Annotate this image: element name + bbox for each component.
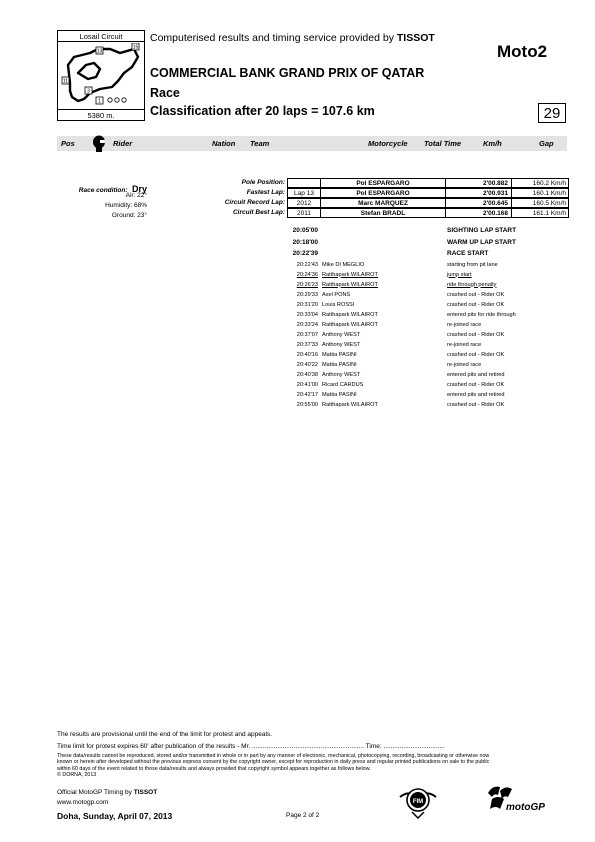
col-nation: Nation	[212, 139, 236, 148]
event-time: 20:26'23	[296, 281, 318, 288]
event-description: starting from pit lane	[447, 261, 498, 268]
event-description: entered pits and retired	[447, 371, 505, 378]
air-temp: Air: 22°	[125, 192, 147, 199]
event-time: 20:37'33	[296, 341, 318, 348]
col-pos: Pos	[61, 139, 75, 148]
event-rider: Anthony WEST	[322, 331, 361, 338]
event-time: 20:33'04	[296, 311, 318, 318]
circuit-map	[60, 43, 142, 107]
race-condition-label: Race condition:	[78, 187, 128, 194]
event-description: crashed out - Rider OK	[447, 351, 505, 358]
col-kmh: Km/h	[483, 139, 502, 148]
event-title: COMMERCIAL BANK GRAND PRIX OF QATAR	[150, 66, 425, 80]
col-total-time: Total Time	[424, 139, 462, 148]
event-time: 20:40'22	[296, 361, 318, 368]
page-indicator: Page 2 of 2	[286, 812, 320, 819]
event-rider: Louis ROSSI	[322, 301, 355, 308]
event-time: 20:41'00	[296, 381, 318, 388]
fim-logo-text: FIM	[412, 799, 424, 805]
event-time: 20:42'17	[296, 391, 318, 398]
event-rider: Ratthapark WILAIROT	[322, 401, 378, 408]
event-time: 20:31'20	[296, 301, 318, 308]
record-rider: Marc MARQUEZ	[320, 198, 446, 208]
event-description: SIGHTING LAP START	[447, 227, 517, 234]
time-limit-note: Time limit for protest expires 60' after publication of the results - Mr. .............................................................. Time: ..................................	[57, 743, 445, 750]
event-description: RACE START	[447, 250, 489, 257]
circuit-name: Losail Circuit	[58, 31, 144, 42]
col-rider: Rider	[113, 139, 133, 148]
corner-label: 13	[96, 48, 103, 55]
event-rider: Anthony WEST	[322, 371, 361, 378]
col-team: Team	[250, 139, 270, 148]
tissot-brand: TISSOT	[396, 32, 435, 44]
helmet-icon	[92, 135, 106, 153]
record-speed: 161.1 Km/h	[511, 208, 569, 218]
event-rider: Axel PONS	[322, 291, 351, 298]
provided-text: Computerised results and timing service provided by	[150, 32, 394, 44]
record-label: Circuit Best Lap:	[232, 209, 285, 216]
record-time: 2'00.931	[445, 188, 512, 198]
record-extra: Lap 13	[287, 188, 321, 198]
event-rider: Mattia PASINI	[322, 391, 357, 398]
circuit-length: 5380 m.	[58, 109, 144, 121]
motogp-logo	[484, 783, 548, 815]
website-link[interactable]: www.motogp.com	[57, 799, 109, 806]
event-time: 20:37'07	[296, 331, 318, 338]
fim-logo	[398, 785, 438, 819]
session-name: Race	[150, 86, 180, 100]
record-label: Circuit Record Lap:	[224, 199, 285, 206]
event-description: re-joined race	[447, 361, 482, 368]
event-description: entered pits and retired	[447, 391, 505, 398]
event-rider: Mattia PASINI	[322, 361, 357, 368]
event-description: WARM UP LAP START	[447, 238, 516, 246]
page-number-box: 29	[538, 103, 566, 123]
record-time: 2'00.882	[445, 178, 512, 188]
record-time: 2'00.168	[445, 208, 512, 218]
race-condition-value: Dry	[131, 184, 147, 194]
record-rider: Pol ESPARGARO	[320, 188, 446, 198]
event-description: crashed out - Rider OK	[447, 401, 505, 408]
copyright-line: known or herein after developed without the previous express consent by the copyright owner, except for reproduction in daily press and regular printed publications on sale to the public	[57, 759, 490, 766]
event-description: crashed out - Rider OK	[447, 291, 505, 298]
event-time: 20:33'24	[296, 321, 318, 328]
copyright-line: These data/results cannot be reproduced, stored and/or transmitted in whole or in part by any manner of electronic, mechanical, photocopying, recording, broadcasting or otherwise now	[57, 753, 490, 759]
official-text: Official MotoGP Timing by	[57, 789, 132, 796]
event-description: crashed out - Rider OK	[447, 301, 505, 308]
event-description: crashed out - Rider OK	[447, 381, 505, 388]
classification-title: Classification after 20 laps = 107.6 km	[150, 104, 375, 118]
event-description: jump start	[447, 271, 472, 278]
record-rider: Stefan BRADL	[320, 208, 446, 218]
event-time: 20:22'43	[296, 261, 318, 268]
col-motorcycle: Motorcycle	[368, 139, 408, 148]
event-time: 20:22'39	[292, 250, 318, 257]
event-time: 20:18'00	[292, 238, 318, 246]
circuit-box	[57, 30, 145, 121]
corner-label: 1	[98, 98, 101, 105]
provided-by-line	[150, 32, 435, 44]
official-brand: TISSOT	[133, 789, 158, 796]
event-rider: Ratthapark WILAIROT	[322, 281, 378, 288]
event-rider: Ratthapark WILAIROT	[322, 311, 378, 318]
official-timing	[57, 789, 157, 796]
record-extra: 2011	[287, 208, 321, 218]
event-rider: Mattia PASINI	[322, 351, 357, 358]
event-description: crashed out - Rider OK	[447, 331, 505, 338]
col-gap: Gap	[539, 139, 554, 148]
event-description: re-joined race	[447, 341, 482, 348]
record-extra: 2012	[287, 198, 321, 208]
event-time: 20:24'36	[296, 271, 318, 278]
event-rider: Anthony WEST	[322, 341, 361, 348]
event-rider: Mike DI MEGLIO	[322, 261, 365, 268]
event-description: entered pits for ride through	[447, 311, 516, 318]
event-time: 20:29'33	[296, 291, 318, 298]
record-label: Pole Position:	[241, 179, 285, 186]
event-rider: Ricard CARDUS	[322, 381, 364, 388]
record-speed: 160.1 Km/h	[511, 188, 569, 198]
motogp-logo-text: motoGP	[506, 802, 545, 813]
event-time: 20:40'16	[296, 351, 318, 358]
record-speed: 160.2 Km/h	[511, 178, 569, 188]
ground-temp: Ground: 23°	[111, 212, 147, 219]
event-date: Doha, Sunday, April 07, 2013	[57, 811, 173, 821]
class-name: Moto2	[497, 42, 548, 61]
record-extra	[287, 178, 321, 188]
event-rider: Ratthapark WILAIROT	[322, 271, 378, 278]
record-label: Fastest Lap:	[246, 189, 285, 196]
event-time: 20:55'00	[296, 401, 318, 408]
record-rider: Pol ESPARGARO	[320, 178, 446, 188]
corner-label: 11	[62, 78, 69, 85]
copyright-block	[57, 753, 527, 779]
copyright-line: © DORNA, 2013	[57, 772, 97, 779]
copyright-line: within 60 days of the event related to those data/results and always provided that copyright symbol appears together as follows below.	[57, 765, 371, 772]
event-description: ride through penalty	[447, 281, 497, 288]
record-speed: 160.5 Km/h	[511, 198, 569, 208]
event-time: 20:40'38	[296, 371, 318, 378]
corner-label: 3	[87, 88, 90, 95]
humidity: Humidity: 68%	[105, 202, 147, 209]
event-description: re-joined race	[447, 321, 482, 328]
corner-label: 15	[132, 44, 139, 51]
provisional-note: The results are provisional until the end of the limit for protest and appeals.	[57, 731, 272, 738]
event-rider: Ratthapark WILAIROT	[322, 321, 378, 328]
record-time: 2'00.645	[445, 198, 512, 208]
event-time: 20:05'00	[292, 227, 318, 234]
